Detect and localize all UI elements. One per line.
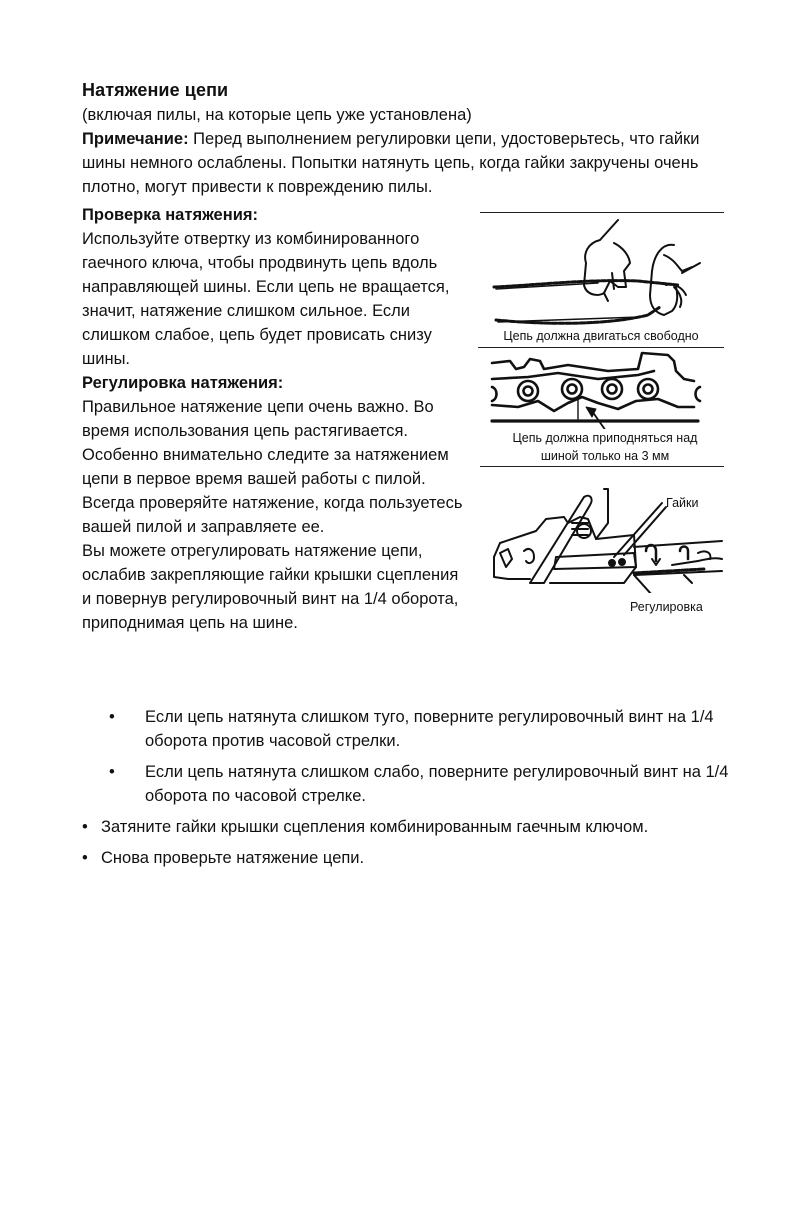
label-adjust: Регулировка [630,600,703,614]
list-item [82,760,742,808]
bullet-icon: • [82,818,88,836]
note-paragraph [82,127,742,199]
figure2-caption-line1: Цепь должна приподняться над [512,431,698,445]
adjust-body-1: Правильное натяжение цепи очень важно. Во время использования цепь растягивается. Особенно внимательно следите за натяжением цепи в первое время вашей работы с пилой. Всегда проверяйте натяжение, когда пользуетесь вашей пилой и заправляете ее. [82,398,463,536]
divider [478,347,724,348]
chain-links-illustration [488,351,724,429]
list-item [82,705,742,753]
label-nuts: Гайки [666,496,699,510]
list-item-text: Если цепь натянута слишком слабо, поверните регулировочный винт на 1/4 оборота по часовой стрелке. [145,763,729,805]
note-text: Перед выполнением регулировки цепи, удостоверьтесь, что гайки шины немного ослаблены. Попытки натянуть цепь, когда гайки закручены очень плотно, могут привести к повреждению пилы. [82,130,700,196]
list-item [82,846,742,870]
bullet-icon: • [109,708,115,726]
figure-hands-chain [478,215,724,330]
divider [480,466,724,467]
left-column [82,203,467,635]
figure1-caption: Цепь должна двигаться свободно [503,329,699,343]
bullet-icon: • [82,849,88,867]
list-item-text: Затяните гайки крышки сцепления комбинированным гаечным ключом. [101,818,649,836]
check-body: Используйте отвертку из комбинированного гаечного ключа, чтобы продвинуть цепь вдоль направляющей шины. Если цепь не вращается, значит, натяжение слишком сильное. Если слишком слабое, цепь будет провисать снизу шины. [82,230,450,368]
figure2-caption-line2: шиной только на 3 мм [540,449,670,463]
list-item-text: Снова проверьте натяжение цепи. [101,849,365,867]
subtitle: (включая пилы, на которые цепь уже установлена) [82,106,472,124]
hands-moving-chain-illustration [478,215,724,330]
adjust-heading: Регулировка натяжения: [82,374,284,392]
list-item [82,815,742,839]
adjust-body-2: Вы можете отрегулировать натяжение цепи, ослабив закрепляющие гайки крышки сцепления и повернув регулировочный винт на 1/4 оборота, приподнимая цепь на шине. [82,542,459,632]
page-title: Натяжение цепи [82,80,229,100]
list-item-text: Если цепь натянута слишком туго, поверните регулировочный винт на 1/4 оборота против часовой стрелки. [145,708,714,750]
divider [480,212,724,213]
intro-block [82,103,742,199]
check-heading: Проверка натяжения: [82,206,258,224]
steps-list [82,705,742,877]
note-label: Примечание: [82,130,189,148]
figure-chain-links [488,351,724,429]
bullet-icon: • [109,763,115,781]
